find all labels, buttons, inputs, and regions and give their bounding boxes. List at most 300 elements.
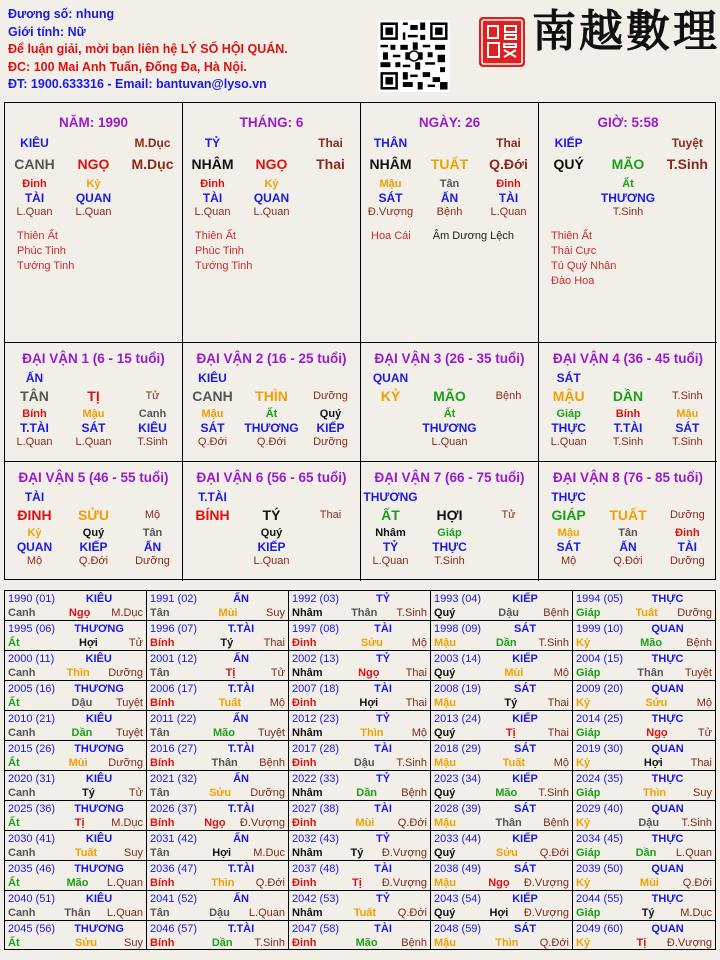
- dai-van-branch: TỊ: [87, 388, 100, 404]
- dai-van-god-cell: T.TÀI: [20, 421, 49, 435]
- year-ten-god: TỶ: [376, 653, 391, 665]
- year-cell-header: [576, 922, 712, 936]
- year-ten-god: KIÊU: [85, 773, 113, 785]
- dai-van-main-row: [183, 388, 360, 404]
- dai-van-god: THƯƠNG: [363, 490, 418, 504]
- year-cell-body: [150, 696, 285, 710]
- year-stage: T.Sinh: [396, 607, 427, 619]
- year-cell-body: [150, 636, 285, 650]
- year-cell-body: [434, 906, 569, 920]
- year-cell[interactable]: [147, 711, 289, 741]
- year-ten-god: TỶ: [376, 773, 391, 785]
- year-ten-god: KIÊU: [85, 833, 113, 845]
- year-cell-header: [292, 862, 427, 876]
- year-label: 2032 (43): [292, 833, 340, 845]
- year-label: 2011 (22): [150, 713, 197, 725]
- year-cell[interactable]: [147, 651, 289, 681]
- dai-van-branch: THÌN: [255, 388, 288, 404]
- dai-van-row-god: [5, 421, 182, 435]
- dai-van-hide-cell: [361, 408, 420, 421]
- year-branch: Ngọ: [646, 727, 668, 739]
- year-cell[interactable]: [147, 741, 289, 771]
- year-stage: Đ.Vượng: [523, 877, 569, 889]
- dai-van-stage: Dưỡng: [669, 509, 705, 521]
- year-ten-god: T.TÀI: [227, 923, 255, 935]
- year-branch: Thìn: [211, 877, 235, 889]
- year-cell[interactable]: [289, 681, 431, 711]
- year-cell[interactable]: [431, 921, 573, 950]
- dai-van-sub-cell: T.Sinh: [137, 436, 168, 448]
- pillar-hide-cell: Kỷ: [264, 178, 279, 190]
- year-cell[interactable]: [573, 891, 715, 921]
- year-stem: Nhâm: [292, 727, 323, 739]
- dai-van-god-row: [183, 490, 360, 504]
- year-stage: Suy: [266, 607, 285, 619]
- dai-van-god: T.TÀI: [198, 490, 227, 504]
- year-branch: Tị: [74, 817, 85, 829]
- year-cell-header: [150, 712, 285, 726]
- pillar-stage-cell: [539, 205, 598, 219]
- year-ten-god: T.TÀI: [227, 863, 255, 875]
- pillar-main-cell: T.Sinh: [666, 156, 708, 172]
- year-cell[interactable]: [289, 741, 431, 771]
- year-branch: Thân: [637, 667, 664, 679]
- dai-van-stem: BÍNH: [195, 507, 230, 523]
- year-cell-header: [292, 772, 427, 786]
- special-star: Phúc Tinh: [195, 245, 244, 257]
- year-label: 2020 (31): [8, 773, 56, 785]
- year-stage: Bệnh: [686, 637, 712, 649]
- year-branch: Mão: [66, 877, 89, 889]
- year-cell-body: [292, 696, 427, 710]
- year-stage: Bệnh: [543, 607, 569, 619]
- year-stem: Mậu: [434, 757, 456, 769]
- year-cell[interactable]: [289, 711, 431, 741]
- special-star: Thái Cực: [551, 245, 597, 257]
- dai-van-hide-cell: Đinh: [675, 527, 700, 539]
- dai-van-row-hide: [361, 408, 538, 421]
- year-stage: Q.Đới: [255, 877, 285, 889]
- year-label: 2037 (48): [292, 863, 340, 875]
- year-cell[interactable]: [5, 741, 147, 771]
- year-cell[interactable]: [147, 681, 289, 711]
- dai-van-god-cell: THỰC: [551, 421, 586, 435]
- year-cell-header: [434, 682, 569, 696]
- year-ten-god: QUAN: [651, 923, 684, 935]
- dai-van-god-cell: SÁT: [200, 421, 225, 435]
- year-cell[interactable]: [5, 621, 147, 651]
- dai-van-sub-cell: L.Quan: [253, 555, 290, 567]
- year-label: 2015 (26): [8, 743, 56, 755]
- year-cell[interactable]: [289, 801, 431, 831]
- year-stem: Quý: [434, 907, 456, 919]
- gender: Giới tính: Nữ: [8, 24, 86, 39]
- pillar-row-main: [183, 156, 360, 172]
- year-cell[interactable]: [431, 681, 573, 711]
- pillar-row-main: [539, 156, 717, 172]
- year-label: 2012 (23): [292, 713, 340, 725]
- dai-van-row-hide: [361, 527, 538, 540]
- year-cell[interactable]: [147, 891, 289, 921]
- year-cell[interactable]: [431, 801, 573, 831]
- year-cell[interactable]: [431, 591, 573, 621]
- year-branch: Dần: [71, 727, 93, 739]
- dai-van-row-sub: [5, 435, 182, 449]
- dai-van-row-god: [183, 540, 360, 554]
- year-cell[interactable]: [431, 891, 573, 921]
- dai-van-god-cell: THỰC: [432, 540, 467, 554]
- year-label: 1996 (07): [150, 623, 198, 635]
- year-ten-god: TÀI: [374, 863, 392, 875]
- pillar-god-cell: [658, 191, 717, 205]
- year-stem: Bính: [150, 817, 175, 829]
- year-cell[interactable]: [573, 621, 715, 651]
- year-cell[interactable]: [5, 831, 147, 861]
- dai-van-hide-cell: [183, 527, 242, 540]
- year-stem: Giáp: [576, 607, 601, 619]
- pillar-stage-cell: [123, 205, 182, 219]
- year-cell[interactable]: [573, 831, 715, 861]
- year-cell-header: [576, 622, 712, 636]
- year-cell[interactable]: [573, 591, 715, 621]
- spacer: [64, 371, 123, 385]
- year-cell-body: [150, 726, 285, 740]
- spacer: [479, 490, 538, 504]
- dai-van-sub-cell: T.Sinh: [434, 555, 465, 567]
- dai-van-branch: HỢI: [436, 507, 463, 523]
- dai-van-stem: KỶ: [380, 388, 401, 404]
- dai-van-god-cell: [183, 540, 242, 554]
- year-stem: Nhâm: [292, 667, 323, 679]
- year-cell[interactable]: [5, 801, 147, 831]
- year-branch: Dần: [356, 787, 378, 799]
- year-cell-body: [292, 666, 427, 680]
- year-label: 2035 (46): [8, 863, 56, 875]
- year-stem: Bính: [150, 757, 175, 769]
- year-cell[interactable]: [147, 831, 289, 861]
- year-cell[interactable]: [431, 621, 573, 651]
- year-label: 2029 (40): [576, 803, 624, 815]
- dai-van-stage: Bệnh: [495, 390, 522, 402]
- dai-van-hide-cell: Nhâm: [375, 527, 406, 539]
- pillar-god-cell: [301, 191, 360, 205]
- year-ten-god: TỶ: [376, 893, 391, 905]
- year-ten-god: THƯƠNG: [74, 743, 124, 755]
- dai-van-sub-cell: [479, 435, 538, 449]
- dai-van-sub-cell: [183, 554, 242, 568]
- pillar-row-stage: [183, 205, 360, 219]
- year-cell[interactable]: [147, 621, 289, 651]
- year-branch: Tý: [504, 697, 518, 709]
- year-cell-header: [292, 802, 427, 816]
- dai-van-sub-cell: [479, 554, 538, 568]
- year-cell-header: [292, 832, 427, 846]
- pillar-month: [183, 103, 361, 343]
- year-stem: Mậu: [434, 937, 456, 949]
- dai-van-row-hide: [539, 527, 717, 540]
- year-label: 2033 (44): [434, 833, 482, 845]
- year-cell-body: [434, 756, 569, 770]
- year-cell[interactable]: [289, 621, 431, 651]
- year-cell-body: [434, 606, 569, 620]
- year-cell[interactable]: [289, 831, 431, 861]
- year-cell-header: [292, 682, 427, 696]
- dai-van-hide-cell: Bính: [22, 408, 47, 420]
- year-cell-header: [8, 772, 143, 786]
- year-cell-body: [292, 936, 427, 950]
- year-cell[interactable]: [573, 741, 715, 771]
- special-stars-list: [361, 229, 538, 244]
- year-ten-god: TÀI: [374, 803, 392, 815]
- year-stage: L.Quan: [675, 847, 712, 859]
- year-cell[interactable]: [5, 921, 147, 950]
- year-cell-header: [576, 802, 712, 816]
- year-cell-body: [292, 906, 427, 920]
- pillar-hide-cell: [539, 178, 598, 191]
- year-stem: Ất: [8, 637, 20, 649]
- pillar-top-cell: Thai: [318, 136, 343, 150]
- year-cell[interactable]: [573, 711, 715, 741]
- pillar-row-stage: [361, 205, 538, 219]
- dai-van-sub-cell: L.Quan: [550, 436, 587, 448]
- year-stem: Quý: [434, 847, 456, 859]
- special-star: Hoa Cái: [371, 230, 411, 242]
- year-cell[interactable]: [573, 801, 715, 831]
- year-cell-header: [8, 802, 143, 816]
- year-branch: Thân: [351, 607, 378, 619]
- year-cell-header: [434, 802, 569, 816]
- year-label: 2038 (49): [434, 863, 482, 875]
- year-label: 2034 (45): [576, 833, 624, 845]
- year-cell[interactable]: [147, 921, 289, 950]
- year-stage: Bệnh: [401, 787, 427, 799]
- pillar-hide-cell: [301, 178, 360, 191]
- dai-van-hide-cell: Ất: [443, 408, 456, 420]
- year-label: 2027 (38): [292, 803, 340, 815]
- year-label: 2014 (25): [576, 713, 624, 725]
- dai-van-god-cell: KIÊU: [138, 421, 167, 435]
- year-label: 1999 (10): [576, 623, 624, 635]
- dai-van-stem: MẬU: [552, 388, 585, 404]
- pillar-main-cell: NHÂM: [369, 156, 412, 172]
- year-ten-god: SÁT: [514, 803, 537, 815]
- pillar-top-cell: TỶ: [204, 136, 221, 150]
- year-stage: Mộ: [411, 727, 427, 739]
- year-cell[interactable]: [573, 651, 715, 681]
- year-branch: Dậu: [638, 817, 660, 829]
- dai-van-stem: TÂN: [20, 388, 49, 404]
- year-cell[interactable]: [289, 771, 431, 801]
- year-stage: Bệnh: [401, 937, 427, 949]
- year-branch: Tuất: [635, 607, 658, 619]
- spacer: [64, 490, 123, 504]
- dai-van-stage: Dưỡng: [313, 390, 348, 402]
- year-cell[interactable]: [147, 771, 289, 801]
- year-cell-header: [434, 592, 569, 606]
- year-cell-body: [292, 786, 427, 800]
- year-stage: Tuyệt: [257, 727, 285, 739]
- year-branch: Hợi: [643, 757, 663, 769]
- year-cell[interactable]: [431, 651, 573, 681]
- pillar-god-cell: TÀI: [202, 191, 223, 205]
- pillar-row-god: [539, 191, 717, 205]
- year-cell[interactable]: [573, 861, 715, 891]
- year-cell[interactable]: [289, 861, 431, 891]
- year-stem: Tân: [150, 847, 170, 859]
- year-cell-body: [434, 726, 569, 740]
- dai-van-god-cell: THƯƠNG: [422, 421, 477, 435]
- dai-van-stage: Mộ: [144, 509, 161, 521]
- year-cell[interactable]: [431, 711, 573, 741]
- year-branch: Dần: [635, 847, 657, 859]
- year-cell[interactable]: [289, 591, 431, 621]
- dai-van-hide-cell: Giáp: [556, 408, 581, 420]
- year-cell[interactable]: [5, 891, 147, 921]
- year-cell[interactable]: [573, 771, 715, 801]
- year-stage: Suy: [124, 847, 143, 859]
- year-cell-body: [150, 936, 285, 950]
- dai-van-hide-cell: Bính: [615, 408, 641, 420]
- year-branch: Tý: [350, 847, 364, 859]
- dai-van-row-hide: [5, 408, 182, 421]
- pillar-top-cell: [598, 136, 657, 150]
- year-cell[interactable]: [431, 741, 573, 771]
- year-stem: Bính: [150, 637, 175, 649]
- year-ten-god: KIÊU: [85, 653, 112, 665]
- phone-email-line: ĐT: 1900.633316 - Email: bantuvan@lyso.vn: [8, 77, 267, 91]
- dai-van-title: ĐẠI VẬN 3 (26 - 35 tuổi): [374, 351, 525, 366]
- dai-van-row-hide: [539, 408, 717, 421]
- dai-van-row-god: [5, 540, 182, 554]
- year-cell-header: [576, 892, 712, 906]
- year-ten-god: THỰC: [651, 653, 684, 665]
- year-stem: Mậu: [434, 877, 456, 889]
- year-stage: M.Dục: [253, 847, 285, 859]
- pillar-god-cell: SÁT: [378, 191, 403, 205]
- year-cell[interactable]: [5, 711, 147, 741]
- dai-van-god-cell: T.TÀI: [613, 421, 643, 435]
- year-cell-header: [292, 652, 427, 666]
- year-cell[interactable]: [5, 681, 147, 711]
- year-cell[interactable]: [431, 831, 573, 861]
- pillar-row-main: [361, 156, 538, 172]
- year-stem: Quý: [434, 667, 456, 679]
- year-cell-body: [434, 876, 569, 890]
- year-stage: L.Quan: [106, 877, 143, 889]
- year-cell[interactable]: [289, 651, 431, 681]
- dai-van-branch: SỬU: [77, 507, 110, 523]
- year-branch: Thân: [495, 817, 522, 829]
- year-cell-header: [576, 772, 712, 786]
- year-stem: Đinh: [292, 817, 317, 829]
- dai-van-hide-cell: Mậu: [676, 408, 699, 420]
- year-cell[interactable]: [573, 681, 715, 711]
- dai-van-god-cell: THƯƠNG: [244, 421, 299, 435]
- year-ten-god: TỶ: [376, 713, 391, 725]
- year-ten-god: THỰC: [651, 773, 684, 785]
- year-label: 2018 (29): [434, 743, 482, 755]
- dai-van-row-god: [361, 540, 538, 554]
- dai-van-god-cell: [479, 421, 538, 435]
- dai-van-sub-cell: L.Quan: [16, 436, 53, 448]
- year-cell-body: [576, 876, 712, 890]
- year-ten-god: T.TÀI: [227, 683, 255, 695]
- person-name: Đương số: nhung: [8, 7, 115, 21]
- year-cell[interactable]: [431, 771, 573, 801]
- dai-van-god-cell: KIẾP: [316, 421, 345, 435]
- special-stars-list: [5, 229, 182, 274]
- year-stem: Giáp: [576, 727, 601, 739]
- year-branch: Mão: [212, 727, 235, 739]
- year-stage: Tử: [697, 727, 712, 739]
- spacer: [479, 371, 538, 385]
- year-label: 2039 (50): [576, 863, 624, 875]
- year-cell-header: [434, 922, 569, 936]
- pillar-hide-cell: Đinh: [200, 178, 225, 190]
- year-label: 2005 (16): [8, 683, 56, 695]
- year-branch: Mùi: [639, 877, 659, 889]
- year-branch: Tị: [505, 727, 516, 739]
- year-cell[interactable]: [147, 801, 289, 831]
- pillar-god-cell: QUAN: [253, 191, 290, 205]
- year-cell[interactable]: [5, 651, 147, 681]
- year-cell[interactable]: [147, 591, 289, 621]
- pillar-row-hide: [5, 178, 182, 191]
- year-label: 1990 (01): [8, 593, 56, 605]
- year-label: 2048 (59): [434, 923, 482, 935]
- year-ten-god: ẤN: [232, 713, 249, 725]
- pillar-main-cell: MÃO: [611, 156, 645, 172]
- dai-van-sub-cell: Mộ: [26, 555, 43, 567]
- year-cell[interactable]: [573, 921, 715, 950]
- year-cell-body: [8, 726, 143, 740]
- dai-van-god: QUAN: [372, 371, 409, 385]
- pillar-stage-cell: Bệnh: [436, 206, 463, 218]
- year-cell-body: [292, 606, 427, 620]
- dai-van-sub-cell: T.Sinh: [672, 436, 703, 448]
- year-stage: Thai: [405, 697, 427, 709]
- year-ten-god: ẤN: [233, 833, 249, 845]
- year-cell[interactable]: [289, 921, 431, 950]
- year-stage: Mộ: [411, 637, 427, 649]
- dai-van-title: ĐẠI VẬN 4 (36 - 45 tuổi): [552, 351, 704, 366]
- year-ten-god: KIẾP: [512, 653, 538, 665]
- year-cell[interactable]: [431, 861, 573, 891]
- dai-van-hide-cell: Tân: [618, 527, 638, 539]
- dai-van-god-row: [5, 371, 182, 385]
- year-cell[interactable]: [289, 891, 431, 921]
- year-cell-body: [150, 756, 285, 770]
- dai-van-god-cell: KIẾP: [257, 540, 286, 554]
- year-cell-header: [576, 592, 712, 606]
- dai-van-stage: Tử: [501, 509, 516, 521]
- year-stem: Quý: [434, 727, 456, 739]
- year-branch: Mùi: [218, 607, 238, 619]
- dai-van-sub-cell: [301, 554, 360, 568]
- year-cell[interactable]: [5, 591, 147, 621]
- year-ten-god: SÁT: [514, 683, 537, 695]
- year-cell[interactable]: [5, 861, 147, 891]
- year-ten-god: THỰC: [651, 713, 684, 725]
- year-branch: Ngọ: [358, 667, 380, 679]
- year-cell[interactable]: [147, 861, 289, 891]
- year-label: 2000 (11): [8, 653, 55, 665]
- dai-van-stem: GIÁP: [551, 507, 586, 523]
- year-cell-body: [292, 876, 427, 890]
- year-cell[interactable]: [5, 771, 147, 801]
- qr-code-icon[interactable]: [378, 20, 450, 92]
- year-cell-body: [8, 696, 143, 710]
